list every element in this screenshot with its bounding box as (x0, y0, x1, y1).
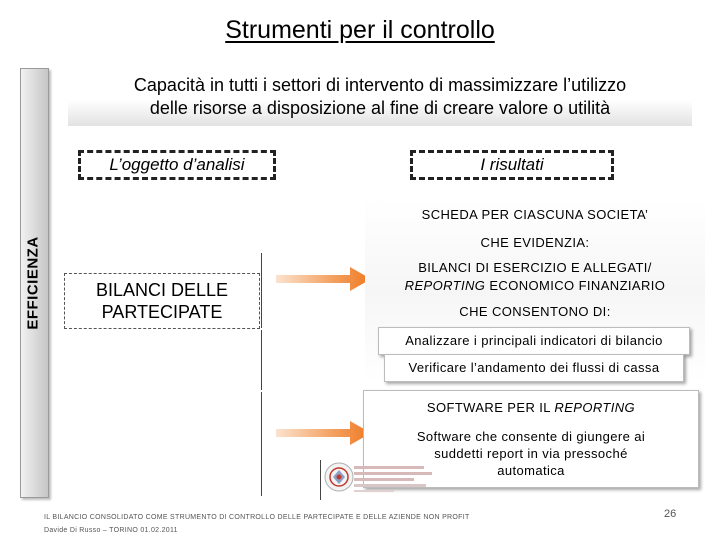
software-title (363, 400, 699, 415)
bullet-indicatori-text: Analizzare i principali indicatori di bilancio (405, 333, 663, 348)
bilanci-partecipate-box (64, 273, 260, 329)
goal-line-2: delle risorse a disposizione al fine di creare valore o utilità (149, 98, 611, 118)
bilanci-line-2-rest: ECONOMICO FINANZIARIO (485, 278, 666, 293)
software-title-prefix: SOFTWARE PER IL (426, 400, 555, 415)
bullet-flussi-text: Verificare l’andamento dei flussi di cassa (408, 360, 660, 375)
footer-title: IL BILANCIO CONSOLIDATO COME STRUMENTO DI CONTROLLO DELLE PARTECIPATE E DELLE AZIENDE NON PROFIT (44, 514, 470, 521)
consentono-text: CHE CONSENTONO DI: (459, 304, 611, 319)
bullet-flussi-box (384, 354, 684, 382)
goal-box (68, 68, 692, 126)
software-desc-line-2: suddetti report in via pressoché (434, 446, 628, 461)
scheda-text: SCHEDA PER CIASCUNA SOCIETA’ (421, 207, 649, 222)
software-title-italic: REPORTING (554, 400, 636, 415)
footer-author-date: Davide Di Russo – TORINO 01.02.2011 (44, 527, 178, 534)
bilanci-line-1: BILANCI DI ESERCIZIO E ALLEGATI/ (418, 260, 652, 275)
software-desc-line-1: Software che consente di giungere ai (416, 429, 646, 444)
entity-line-1: BILANCI DELLE (95, 280, 229, 300)
reporting-italic: REPORTING (404, 278, 486, 293)
evidenzia-text: CHE EVIDENZIA: (480, 235, 590, 250)
right-arrow-icon (276, 418, 372, 448)
efficienza-label: EFFICIENZA (24, 236, 42, 330)
header-risultati-label: I risultati (480, 155, 544, 174)
entity-line-2: PARTECIPATE (101, 302, 223, 322)
slide-title: Strumenti per il controllo (225, 16, 495, 44)
bullet-indicatori-box (378, 327, 690, 355)
header-oggetto-label: L’oggetto d’analisi (109, 155, 245, 174)
header-risultati (410, 150, 614, 180)
connector-line-upper (261, 253, 262, 328)
software-desc-line-3: automatica (497, 463, 565, 478)
connector-line-middle (261, 330, 262, 390)
header-oggetto-analisi (78, 150, 276, 180)
connector-line-lower (261, 392, 262, 496)
goal-line-1: Capacità in tutti i settori di intervento di massimizzare l’utilizzo (133, 75, 627, 95)
logo-caption-smudge (354, 464, 438, 494)
bilanci-line-2 (365, 278, 705, 294)
right-arrow-icon (276, 264, 372, 294)
page-number: 26 (664, 508, 677, 520)
institution-logo (320, 460, 358, 494)
logo-icon (320, 460, 358, 494)
